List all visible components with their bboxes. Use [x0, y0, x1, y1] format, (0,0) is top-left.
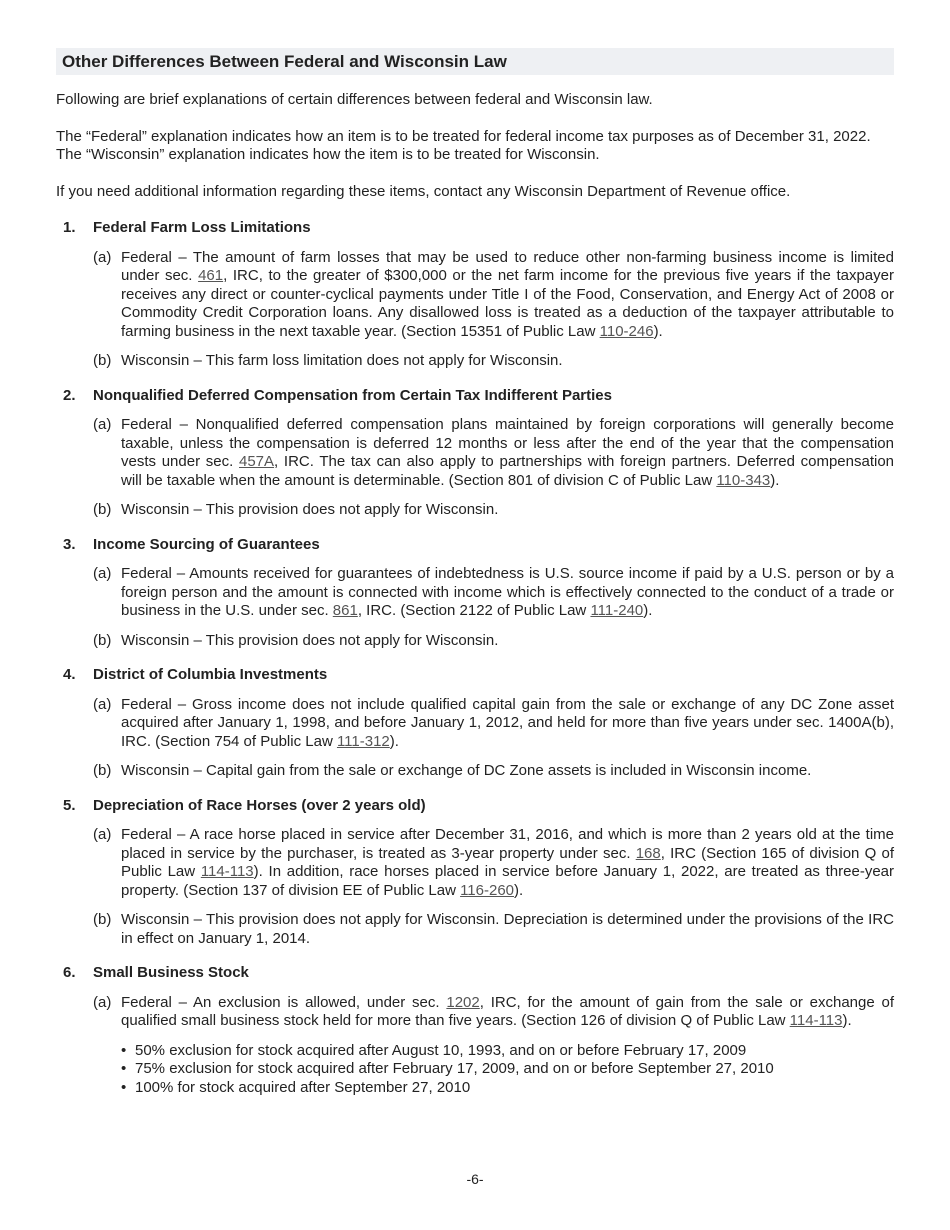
intro-paragraph-2: The “Federal” explanation indicates how an item is to be treated for federal income tax purposes as of December 31, 2022. The “Wisconsin” explanation indicates how the item is to be treated for Wisconsin. [56, 127, 871, 163]
section-1 [56, 219, 894, 371]
item-text: Wisconsin – Capital gain from the sale or exchange of DC Zone assets is included in Wisconsin income. [121, 762, 812, 779]
page-heading: Other Differences Between Federal and Wisconsin Law [56, 48, 894, 75]
reference-link[interactable]: 1202 [446, 993, 480, 1011]
bullet-text: 75% exclusion for stock acquired after February 17, 2009, and on or before September 27, 2010 [135, 1060, 774, 1077]
intro-paragraph-3: If you need additional information regarding these items, contact any Wisconsin Department of Revenue office. [56, 182, 791, 200]
bullet-icon: • [121, 1060, 127, 1077]
item-label: (a) [93, 248, 112, 266]
page-number: -6- [466, 1171, 484, 1187]
section-item [93, 826, 894, 900]
item-label: (b) [93, 911, 112, 928]
section-title [56, 536, 894, 555]
section-title-text: Federal Farm Loss Limitations [93, 219, 311, 236]
bullet-item [121, 1060, 894, 1079]
item-text: Federal – Nonqualified deferred compensation plans maintained by foreign corporations will generally become taxable, unless the compensation is deferred 12 months or less after the end of the year that the compensation vests under sec. 457A, IRC. The tax can also apply to partnerships with foreign partners. Deferred compensation will be taxable when the amount is determinable. (Section 801 of division C of Public Law 110-343). [121, 416, 895, 489]
item-label: (b) [93, 501, 112, 518]
section-number: 2. [63, 386, 76, 404]
section-number: 1. [63, 219, 76, 236]
reference-link[interactable]: 168 [635, 844, 661, 862]
section-title-text: Small Business Stock [93, 964, 249, 981]
section-title-text: Depreciation of Race Horses (over 2 years old) [93, 796, 426, 814]
reference-link[interactable]: 457A [239, 453, 275, 470]
item-label: (a) [93, 565, 112, 582]
item-label: (b) [93, 762, 112, 779]
bullet-list [121, 1042, 894, 1098]
sections-list [56, 219, 894, 1097]
document-page [56, 48, 894, 1113]
item-text: Federal – The amount of farm losses that may be used to reduce other non-farming business income is limited under sec. 461, IRC, to the greater of $300,000 or the net farm income for the previous five years if the taxpayer receives any direct or counter-cyclical payments under Title I of the Food, Conservation, and Energy Act of 2008 or Commodity Credit Corporation loans. Any disallowed loss is treated as a deduction of the taxpayer attributable to farming business in the next taxable year. (Section 15351 of Public Law 110-246). [121, 248, 894, 340]
section-item [93, 501, 894, 520]
reference-link[interactable]: 114-113 [200, 863, 254, 880]
section-5 [56, 797, 894, 949]
section-2 [56, 387, 894, 520]
section-item [93, 696, 894, 752]
section-item [93, 249, 894, 342]
item-label: (a) [93, 416, 112, 433]
reference-link[interactable]: 110-246 [599, 322, 654, 340]
bullet-icon: • [121, 1078, 127, 1096]
section-number: 4. [63, 666, 76, 683]
item-label: (b) [93, 352, 112, 369]
bullet-text: 50% exclusion for stock acquired after August 10, 1993, and on or before February 17, 2009 [135, 1041, 747, 1059]
item-text: Federal – An exclusion is allowed, under sec. 1202, IRC, for the amount of gain from the sale or exchange of qualified small business stock held for more than five years. (Section 126 of division Q of Public Law 114-113). [121, 993, 894, 1029]
item-text: Wisconsin – This farm loss limitation does not apply for Wisconsin. [121, 352, 563, 369]
section-item [93, 352, 894, 371]
section-item [93, 994, 894, 1031]
bullet-item [121, 1042, 894, 1061]
reference-link[interactable]: 111-240 [590, 602, 644, 619]
section-title [56, 387, 894, 406]
bullet-icon: • [121, 1041, 127, 1059]
section-title [56, 797, 894, 816]
item-label: (a) [93, 993, 112, 1011]
section-number: 3. [63, 535, 76, 553]
reference-link[interactable]: 111-312 [336, 732, 390, 750]
section-4 [56, 666, 894, 781]
section-item [93, 565, 894, 621]
reference-link[interactable]: 461 [198, 267, 224, 284]
section-6 [56, 964, 894, 1097]
item-text: Wisconsin – This provision does not apply for Wisconsin. [121, 631, 499, 649]
section-3 [56, 536, 894, 651]
bullet-text: 100% for stock acquired after September 27, 2010 [135, 1078, 471, 1096]
section-title-text: Income Sourcing of Guarantees [93, 535, 320, 553]
item-label: (a) [93, 695, 112, 713]
reference-link[interactable]: 114-113 [789, 1012, 843, 1029]
section-item [93, 911, 894, 948]
item-label: (b) [93, 631, 112, 649]
section-item [93, 762, 894, 781]
section-item [93, 632, 894, 651]
item-text: Federal – A race horse placed in service after December 31, 2016, and which is more than 2 years old at the time placed in service by the purchaser, is treated as 3-year property under sec. 168, IRC (Section 165 of division Q of Public Law 114-113). In addition, race horses placed in service before January 1, 2022, are treated as three-year property. (Section 137 of division EE of Public Law 116-260). [121, 826, 894, 899]
bullet-item [121, 1079, 894, 1098]
reference-link[interactable]: 110-343 [716, 471, 771, 489]
section-title [56, 219, 894, 238]
item-text: Federal – Amounts received for guarantees of indebtedness is U.S. source income if paid by a U.S. person or by a foreign person and the amount is connected with income which is effectively connected to the conduct of a trade or business in the U.S. under sec. 861, IRC. (Section 2122 of Public Law 111-240). [121, 565, 894, 619]
item-text: Wisconsin – This provision does not apply for Wisconsin. [121, 501, 499, 518]
section-item [93, 416, 894, 490]
section-number: 5. [63, 796, 76, 814]
reference-link[interactable]: 861 [332, 602, 358, 619]
intro-paragraph-1: Following are brief explanations of certain differences between federal and Wisconsin law. [56, 91, 653, 108]
item-text: Wisconsin – This provision does not apply for Wisconsin. Depreciation is determined under the provisions of the IRC in effect on January 1, 2014. [121, 911, 894, 947]
section-title [56, 964, 894, 983]
reference-link[interactable]: 116-260 [460, 881, 515, 899]
section-number: 6. [63, 964, 76, 981]
item-label: (a) [93, 826, 112, 843]
item-text: Federal – Gross income does not include qualified capital gain from the sale or exchange of any DC Zone asset acquired after January 1, 1998, and before January 1, 2012, and held for more than five years under sec. 1400A(b), IRC. (Section 754 of Public Law 111-312). [121, 695, 894, 750]
section-title-text: District of Columbia Investments [93, 666, 328, 683]
section-title-text: Nonqualified Deferred Compensation from Certain Tax Indifferent Parties [93, 386, 612, 404]
section-title [56, 666, 894, 685]
